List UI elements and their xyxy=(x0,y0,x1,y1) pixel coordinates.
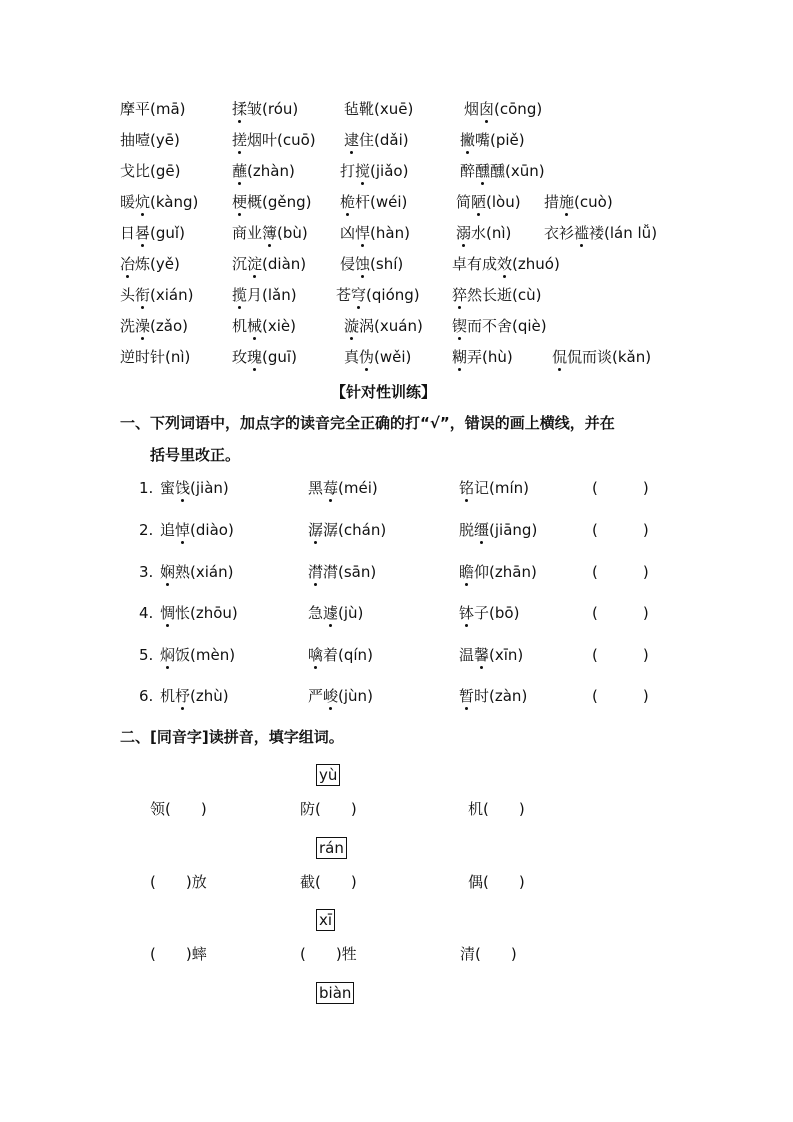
dotted-character: 揉 xyxy=(232,100,248,118)
word-text: 然长逝(cù) xyxy=(467,286,542,304)
word-text: 逆 xyxy=(120,348,136,366)
dotted-character: 溺 xyxy=(456,224,472,242)
dotted-character: 噙 xyxy=(308,646,324,664)
vocab-word xyxy=(552,347,651,367)
vocab-word xyxy=(120,161,180,181)
word-text: 概(gěng) xyxy=(247,193,312,211)
vocab-word xyxy=(308,562,376,582)
dotted-character: 饯 xyxy=(175,479,191,497)
word-text: (diào) xyxy=(190,521,234,539)
word-text: 着(qín) xyxy=(323,646,373,664)
fill-blank-word[interactable]: 截( ) xyxy=(300,873,357,891)
dotted-character: 悍 xyxy=(355,224,371,242)
word-text: (guī) xyxy=(262,348,297,366)
question-1-line-2: 括号里改正。 xyxy=(150,446,241,464)
dotted-character: 遽 xyxy=(323,604,339,622)
dotted-character: 惆 xyxy=(160,604,176,622)
word-text: 真 xyxy=(344,348,360,366)
word-text: 时(zàn) xyxy=(474,687,528,705)
dotted-character: 蚀 xyxy=(355,255,371,273)
dotted-character: 械 xyxy=(247,317,263,335)
word-text: 记(mín) xyxy=(474,479,530,497)
word-text: (shí) xyxy=(370,255,404,273)
word-text: 头 xyxy=(120,286,136,304)
word-text: (cuò) xyxy=(574,193,613,211)
answer-parentheses[interactable]: ( ) xyxy=(592,646,649,664)
vocab-word xyxy=(460,130,525,150)
word-text: 侵 xyxy=(340,255,356,273)
word-text: 苍 xyxy=(336,286,352,304)
word-text: (zhàn) xyxy=(247,162,295,180)
word-text: 仰(zhān) xyxy=(474,563,537,581)
vocab-word xyxy=(344,130,409,150)
vocab-word xyxy=(120,347,190,367)
dotted-character: 逮 xyxy=(344,131,360,149)
word-text: (guǐ) xyxy=(150,224,185,242)
vocab-word xyxy=(232,130,316,150)
dotted-character: 撇 xyxy=(460,131,476,149)
word-text: 而不舍(qiè) xyxy=(467,317,547,335)
dotted-character: 缰 xyxy=(474,521,490,539)
vocab-word xyxy=(308,645,373,665)
dotted-character: 潺 xyxy=(308,521,324,539)
word-text: 商业 xyxy=(232,224,263,242)
vocab-word xyxy=(160,645,235,665)
dotted-character: 钵 xyxy=(459,604,475,622)
vocab-word xyxy=(160,520,234,540)
word-text: (wěi) xyxy=(374,348,412,366)
dotted-character: 蘸 xyxy=(232,162,248,180)
vocab-word xyxy=(340,254,403,274)
fill-blank-word[interactable]: ( )放 xyxy=(150,873,207,891)
fill-blank-word[interactable]: ( )牲 xyxy=(300,945,357,963)
vocab-word xyxy=(308,686,373,706)
vocab-word xyxy=(232,347,297,367)
vocab-word xyxy=(459,562,537,582)
vocab-word xyxy=(452,316,547,336)
vocab-word xyxy=(120,99,186,119)
question-1-line-1: 一、下列词语中，加点字的读音完全正确的打“√”，错误的画上横线，并在 xyxy=(120,414,615,432)
vocab-word xyxy=(452,254,560,274)
item-number: 4. xyxy=(139,604,154,622)
dotted-character: 潸 xyxy=(308,563,324,581)
vocab-word xyxy=(344,316,423,336)
word-text: 饭(mèn) xyxy=(175,646,236,664)
dotted-character: 铭 xyxy=(459,479,475,497)
dotted-character: 淀 xyxy=(247,255,263,273)
word-text: (méi) xyxy=(338,479,378,497)
dotted-character: 褴 xyxy=(574,224,590,242)
dotted-character: 瞻 xyxy=(459,563,475,581)
word-text: (zǎo) xyxy=(150,317,188,335)
vocab-word xyxy=(160,686,229,706)
dotted-character: 揽 xyxy=(232,286,248,304)
fill-blank-word[interactable]: 机( ) xyxy=(468,800,525,818)
fill-blank-word[interactable]: 防( ) xyxy=(300,800,357,818)
word-text: (bù) xyxy=(277,224,308,242)
vocab-word xyxy=(120,223,185,243)
vocab-word xyxy=(544,192,613,212)
vocab-word xyxy=(340,161,408,181)
dotted-character: 瑰 xyxy=(247,348,263,366)
vocab-word xyxy=(344,347,411,367)
vocab-word xyxy=(232,161,295,181)
vocab-word xyxy=(232,316,296,336)
answer-parentheses[interactable]: ( ) xyxy=(592,604,649,622)
dotted-character: 糊 xyxy=(452,348,468,366)
question-2-title: 二、[同音字]读拼音，填字组词。 xyxy=(120,728,344,746)
word-text: (kàng) xyxy=(150,193,199,211)
word-text: (lòu) xyxy=(486,193,521,211)
word-text: (jiàn) xyxy=(190,479,229,497)
word-text: 月(lǎn) xyxy=(247,286,297,304)
word-text: 戈 xyxy=(120,162,136,180)
vocab-word xyxy=(308,603,363,623)
word-text: 皱(róu) xyxy=(247,100,299,118)
word-text: 子(bō) xyxy=(474,604,520,622)
word-text: 打 xyxy=(340,162,356,180)
word-text: 靴(xuē) xyxy=(359,100,414,118)
vocab-word xyxy=(456,223,511,243)
word-text: (jùn) xyxy=(338,687,373,705)
word-text: 暖 xyxy=(120,193,136,211)
word-text: 水(nì) xyxy=(471,224,512,242)
dotted-character: 簿 xyxy=(262,224,278,242)
word-text: (jiǎo) xyxy=(370,162,409,180)
fill-blank-word[interactable]: 领( ) xyxy=(150,800,207,818)
word-text: 时针(nì) xyxy=(135,348,191,366)
word-text: 机 xyxy=(232,317,248,335)
word-text: 毡 xyxy=(344,100,360,118)
vocab-word xyxy=(336,285,420,305)
item-number: 1. xyxy=(139,479,154,497)
vocab-word xyxy=(232,254,306,274)
dotted-character: 醺 xyxy=(475,162,491,180)
word-text: 平(mā) xyxy=(135,100,186,118)
vocab-word xyxy=(308,520,386,540)
pinyin-box: rán xyxy=(316,837,347,859)
word-text: 弄(hù) xyxy=(467,348,513,366)
vocab-word xyxy=(464,99,542,119)
word-text: 比(gē) xyxy=(135,162,181,180)
word-text: 蜜 xyxy=(160,479,176,497)
word-text: 抽 xyxy=(120,131,136,149)
vocab-word xyxy=(160,603,238,623)
vocab-word xyxy=(459,478,529,498)
pinyin-box: xī xyxy=(316,909,335,931)
word-text: 脱 xyxy=(459,521,475,539)
word-text: 简 xyxy=(456,193,472,211)
word-text: 日 xyxy=(120,224,136,242)
word-text: (xīn) xyxy=(489,646,524,664)
word-text: 涡(xuán) xyxy=(359,317,423,335)
dotted-character: 澡 xyxy=(135,317,151,335)
dotted-character: 焖 xyxy=(160,646,176,664)
vocab-word xyxy=(459,603,519,623)
vocab-word xyxy=(160,478,229,498)
word-text: 机 xyxy=(160,687,176,705)
dotted-character: 穹 xyxy=(351,286,367,304)
word-text: 凶 xyxy=(340,224,356,242)
word-text: 卓有成 xyxy=(452,255,498,273)
word-text: 醺(xūn) xyxy=(490,162,545,180)
vocab-word xyxy=(452,347,513,367)
word-text: 沉 xyxy=(232,255,248,273)
dotted-character: 冶 xyxy=(120,255,136,273)
dotted-character: 娴 xyxy=(160,563,176,581)
word-text: 杆(wéi) xyxy=(355,193,408,211)
dotted-character: 搓 xyxy=(232,131,248,149)
fill-blank-word[interactable]: 清( ) xyxy=(460,945,517,963)
vocab-word xyxy=(459,645,523,665)
vocab-word xyxy=(452,285,541,305)
vocab-word xyxy=(340,223,410,243)
word-text: (diàn) xyxy=(262,255,307,273)
dotted-character: 晷 xyxy=(135,224,151,242)
vocab-word xyxy=(344,99,413,119)
dotted-character: 衔 xyxy=(135,286,151,304)
word-text: 黑 xyxy=(308,479,324,497)
dotted-character: 杼 xyxy=(175,687,191,705)
dotted-character: 施 xyxy=(559,193,575,211)
vocab-word xyxy=(120,285,193,305)
vocab-word xyxy=(232,285,297,305)
word-text: 烟叶(cuō) xyxy=(247,131,316,149)
dotted-character: 锲 xyxy=(452,317,468,335)
fill-blank-word[interactable]: 偶( ) xyxy=(468,873,525,891)
vocab-word xyxy=(232,99,298,119)
pinyin-box: yù xyxy=(316,764,340,786)
vocab-word xyxy=(456,192,521,212)
word-text: (xiè) xyxy=(262,317,297,335)
vocab-word xyxy=(120,192,198,212)
answer-parentheses[interactable]: ( ) xyxy=(592,479,649,497)
vocab-word xyxy=(459,686,527,706)
word-text: 褛(lán lǚ) xyxy=(589,224,658,242)
word-text: 急 xyxy=(308,604,324,622)
word-text: 摩 xyxy=(120,100,136,118)
word-text: (jù) xyxy=(338,604,364,622)
dotted-character: 莓 xyxy=(323,479,339,497)
item-number: 3. xyxy=(139,563,154,581)
word-text: 潸(sān) xyxy=(323,563,377,581)
dotted-character: 悼 xyxy=(175,521,191,539)
word-text: 熟(xián) xyxy=(175,563,234,581)
word-text: 嘴(piě) xyxy=(475,131,525,149)
word-text: 噎(yē) xyxy=(135,131,180,149)
vocab-word xyxy=(232,223,308,243)
answer-parentheses[interactable]: ( ) xyxy=(592,521,649,539)
vocab-word xyxy=(544,223,657,243)
dotted-character: 峻 xyxy=(323,687,339,705)
dotted-character: 陋 xyxy=(471,193,487,211)
word-text: (xián) xyxy=(150,286,194,304)
vocab-word xyxy=(459,520,537,540)
fill-blank-word[interactable]: ( )蟀 xyxy=(150,945,207,963)
word-text: (jiāng) xyxy=(489,521,538,539)
vocab-word xyxy=(308,478,378,498)
word-text: 洗 xyxy=(120,317,136,335)
word-text: 衣衫 xyxy=(544,224,575,242)
dotted-character: 搅 xyxy=(355,162,371,180)
word-text: 严 xyxy=(308,687,324,705)
vocab-word xyxy=(340,192,407,212)
word-text: 措 xyxy=(544,193,560,211)
dotted-character: 暂 xyxy=(459,687,475,705)
word-text: 温 xyxy=(459,646,475,664)
dotted-character: 漩 xyxy=(344,317,360,335)
pinyin-box: biàn xyxy=(316,982,354,1004)
dotted-character: 炕 xyxy=(135,193,151,211)
word-text: (cōng) xyxy=(494,100,543,118)
vocab-word xyxy=(232,192,312,212)
word-text: 怅(zhōu) xyxy=(175,604,238,622)
word-text: (hàn) xyxy=(370,224,410,242)
dotted-character: 猝 xyxy=(452,286,468,304)
answer-parentheses[interactable]: ( ) xyxy=(592,563,649,581)
word-text: 醉 xyxy=(460,162,476,180)
word-text: (qióng) xyxy=(366,286,420,304)
word-text: 玫 xyxy=(232,348,248,366)
dotted-character: 侃 xyxy=(552,348,568,366)
dotted-character: 梗 xyxy=(232,193,248,211)
dotted-character: 囱 xyxy=(479,100,495,118)
dotted-character: 伪 xyxy=(359,348,375,366)
word-text: 烟 xyxy=(464,100,480,118)
dotted-character: 馨 xyxy=(474,646,490,664)
item-number: 5. xyxy=(139,646,154,664)
dotted-character: 效 xyxy=(497,255,513,273)
word-text: 炼(yě) xyxy=(135,255,180,273)
vocab-word xyxy=(120,316,188,336)
vocab-word xyxy=(120,254,180,274)
item-number: 6. xyxy=(139,687,154,705)
word-text: (zhuó) xyxy=(512,255,560,273)
vocab-word xyxy=(460,161,545,181)
word-text: 侃而谈(kǎn) xyxy=(567,348,652,366)
word-text: (zhù) xyxy=(190,687,229,705)
word-text: 住(dǎi) xyxy=(359,131,409,149)
dotted-character: 桅 xyxy=(340,193,356,211)
word-text: 追 xyxy=(160,521,176,539)
answer-parentheses[interactable]: ( ) xyxy=(592,687,649,705)
vocab-word xyxy=(120,130,180,150)
word-text: 潺(chán) xyxy=(323,521,387,539)
section-title: 【针对性训练】 xyxy=(331,383,437,401)
vocab-word xyxy=(160,562,233,582)
item-number: 2. xyxy=(139,521,154,539)
